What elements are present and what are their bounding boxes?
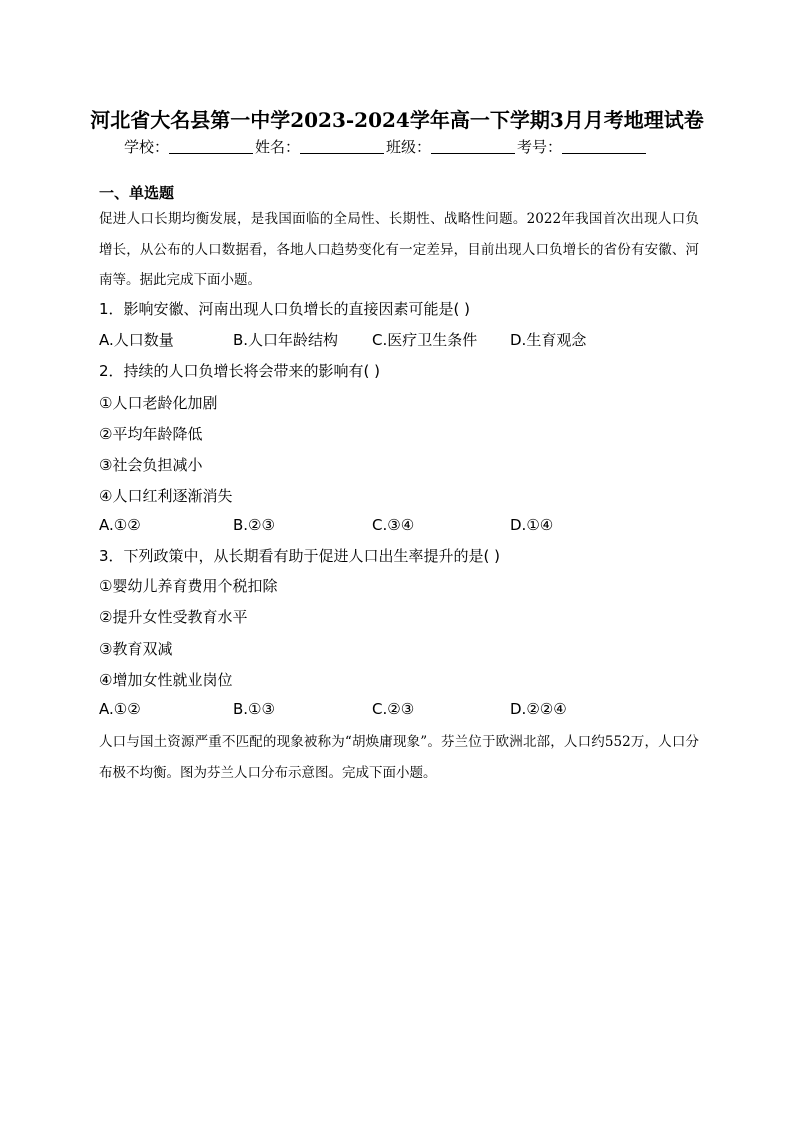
q2-option-d: D.①④ [510,516,554,534]
q3-item-4: ④增加女性就业岗位 [99,671,233,689]
question-3-stem: 3．下列政策中，从长期看有助于促进人口出生率提升的是( ) [99,547,501,565]
q2-item-1: ①人口老龄化加剧 [99,394,218,412]
q1-option-c: C.医疗卫生条件 [372,331,478,349]
question-2-stem: 2．持续的人口负增长将会带来的影响有( ) [99,362,381,380]
q2-item-4: ④人口红利逐渐消失 [99,487,233,505]
reading-passage-2: 人口与国土资源严重不匹配的现象被称为“胡焕庸现象”。芬兰位于欧洲北部，人口约552万，人口分布极不均衡。图为芬兰人口分布示意图。完成下面小题。 [99,734,699,781]
class-blank [431,139,515,154]
school-field [124,136,255,157]
q3-item-2: ②提升女性受教育水平 [99,608,248,626]
q2-option-a: A.①② [99,516,141,534]
q1-option-a: A.人口数量 [99,331,174,349]
student-info-line [124,136,648,157]
page-title: 河北省大名县第一中学2023-2024学年高一下学期3月月考地理试卷 [90,108,704,132]
school-label: 学校： [124,138,170,156]
q3-option-c: C.②③ [372,700,415,718]
class-label: 班级： [386,138,432,156]
exam-number-field [517,136,648,157]
name-blank [300,139,384,154]
section-heading: 一、单选题 [99,184,175,202]
q2-item-2: ②平均年龄降低 [99,425,203,443]
q2-option-c: C.③④ [372,516,415,534]
reading-passage-1: 促进人口长期均衡发展，是我国面临的全局性、长期性、战略性问题。2022年我国首次出现人口负增长，从公布的人口数据看，各地人口趋势变化有一定差异，目前出现人口负增长的省份有安徽、河南等。据此完成下面小题。 [99,211,699,288]
class-field [386,136,517,157]
q3-option-d: D.②②④ [510,700,567,718]
q1-option-d: D.生育观念 [510,331,587,349]
q3-option-b: B.①③ [233,700,275,718]
name-field [255,136,386,157]
question-1-stem: 1．影响安徽、河南出现人口负增长的直接因素可能是( ) [99,300,471,318]
exam-number-blank [562,139,646,154]
school-blank [169,139,253,154]
q1-option-b: B.人口年龄结构 [233,331,339,349]
name-label: 姓名： [255,138,301,156]
q2-option-b: B.②③ [233,516,275,534]
q3-option-a: A.①② [99,700,141,718]
q3-item-3: ③教育双减 [99,640,173,658]
exam-number-label: 考号： [517,138,563,156]
q2-item-3: ③社会负担减小 [99,456,203,474]
q3-item-1: ①婴幼儿养育费用个税扣除 [99,577,278,595]
